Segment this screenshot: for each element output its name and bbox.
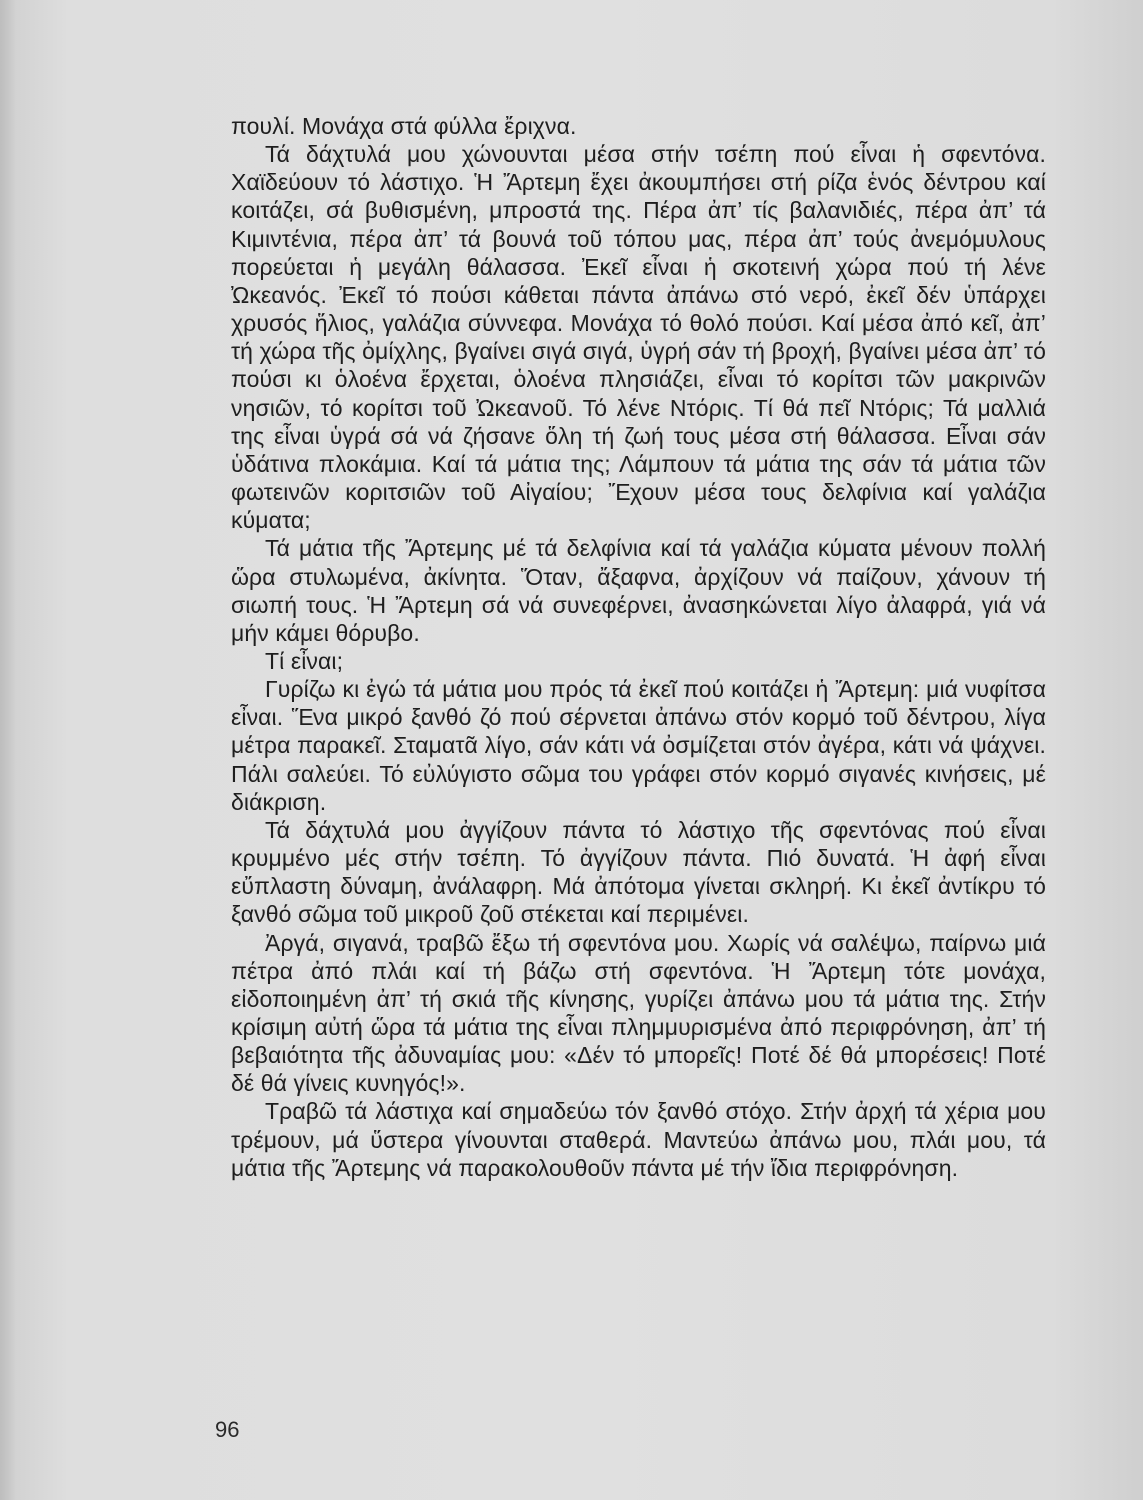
paragraph-4: Τί εἶναι; — [265, 647, 344, 674]
paragraph-6: Τά δάχτυλά μου ἀγγίζουν πάντα τό λάστιχο τῆς σφεντόνας πού εἶναι κρυμμένο μές στήν τσέπη. Τό ἀγγίζουν πάντα. Πιό δυνατά. Ἡ ἀφή εἶναι εὔπλαστη δύναμη, ἀνάλαφρη. Μά ἀπότομα γίνεται σκληρή. Κι ἐκεῖ ἀντίκρυ τό ξανθό σῶμα τοῦ μικροῦ ζοῦ στέκεται καί περιμένει. — [231, 816, 1046, 928]
paragraph-1: πουλί. Μονάχα στά φύλλα ἔριχνα. — [231, 113, 577, 139]
paragraph-3: Τά μάτια τῆς Ἄρτεμης μέ τά δελφίνια καί τά γαλάζια κύματα μένουν πολλή ὥρα στυλωμένα, ἀκίνητα. Ὅταν, ἄξαφνα, ἀρχίζουν νά παίζουν, χάνουν τή σιωπή τους. Ἡ Ἄρτεμη σά νά συνεφέρνει, ἀνασηκώνεται λίγο ἀλαφρά, γιά νά μήν κάμει θόρυβο. — [231, 535, 1046, 646]
body-text — [231, 112, 1046, 1182]
paragraph-5: Γυρίζω κι ἐγώ τά μάτια μου πρός τά ἐκεῖ πού κοιτάζει ἡ Ἄρτεμη: μιά νυφίτσα εἶναι. Ἕνα μικρό ξανθό ζό πού σέρνεται ἀπάνω στόν κορμό τοῦ δέντρου, λίγα μέτρα παρακεῖ. Σταματᾶ λίγο, σάν κάτι νά ὀσμίζεται στόν ἀγέρα, κάτι νά ψάχνει. Πάλι σαλεύει. Τό εὐλύγιστο σῶμα του γράφει στόν κορμό σιγανές κινήσεις, μέ διάκριση. — [231, 676, 1046, 815]
spine-shadow — [0, 0, 16, 1500]
paragraph-8: Τραβῶ τά λάστιχα καί σημαδεύω τόν ξανθό στόχο. Στήν ἀρχή τά χέρια μου τρέμουν, μά ὕστερα γίνουνται σταθερά. Μαντεύω ἀπάνω μου, πλάι μου, τά μάτια τῆς Ἄρτεμης νά παρακολουθοῦν πάντα μέ τήν ἴδια περιφρόνηση. — [231, 1098, 1046, 1181]
paragraph-7: Ἀργά, σιγανά, τραβῶ ἔξω τή σφεντόνα μου. Χωρίς νά σαλέψω, παίρνω μιά πέτρα ἀπό πλάι καί τή βάζω στή σφεντόνα. Ἡ Ἄρτεμη τότε μονάχα, εἰδοποιημένη ἀπ’ τή σκιά τῆς κίνησης, γυρίζει ἀπάνω μου τά μάτια της. Στήν κρίσιμη αὐτή ὥρα τά μάτια της εἶναι πλημμυρισμένα ἀπό περιφρόνηση, ἀπ’ τή βεβαιότητα τῆς ἀδυναμίας μου: «Δέν τό μπορεῖς! Ποτέ δέ θά μπορέσεις! Ποτέ δέ θά γίνεις κυνηγός!». — [231, 929, 1046, 1097]
paragraph-2: Τά δάχτυλά μου χώνουνται μέσα στήν τσέπη πού εἶναι ἡ σφεντόνα. Χαϊδεύουν τό λάστιχο. Ἡ Ἄρτεμη ἔχει ἀκουμπήσει στή ρίζα ἑνός δέντρου καί κοιτάζει, σά βυθισμένη, μπροστά της. Πέρα ἀπ’ τίς βαλανιδιές, πέρα ἀπ’ τά Κιμιντένια, πέρα ἀπ’ τά βουνά τοῦ τόπου μας, πέρα ἀπ’ τούς ἀνεμόμυλους πορεύεται ἡ μεγάλη θάλασσα. Ἐκεῖ εἶναι ἡ σκοτεινή χώρα πού τή λένε Ὠκεανός. Ἐκεῖ τό πούσι κάθεται πάντα ἀπάνω στό νερό, ἐκεῖ δέν ὑπάρχει χρυσός ἥλιος, γαλάζια σύννεφα. Μονάχα τό θολό πούσι. Καί μέσα ἀπό κεῖ, ἀπ’ τή χώρα τῆς ὀμίχλης, βγαίνει σιγά σιγά, ὑγρή σάν τή βροχή, βγαίνει μέσα ἀπ’ τό πούσι κι ὁλοένα ἔρχεται, ὁλοένα πλησιάζει, εἶναι τό κορίτσι τῶν μακρινῶν νησιῶν, τό κορίτσι τοῦ Ὠκεανοῦ. Τό λένε Ντόρις. Τί θά πεῖ Ντόρις; Τά μαλλιά της εἶναι ὑγρά σά νά ζήσανε ὅλη τή ζωή τους μέσα στή θάλασσα. Εἶναι σάν ὑδάτινα πλοκάμια. Καί τά μάτια της; Λάμπουν τά μάτια της σάν τά μάτια τῶν φωτεινῶν κοριτσιῶν τοῦ Αἰγαίου; Ἔχουν μέσα τους δελφίνια καί γαλάζια κύματα; — [231, 141, 1046, 534]
page-number: 96 — [215, 1417, 240, 1442]
